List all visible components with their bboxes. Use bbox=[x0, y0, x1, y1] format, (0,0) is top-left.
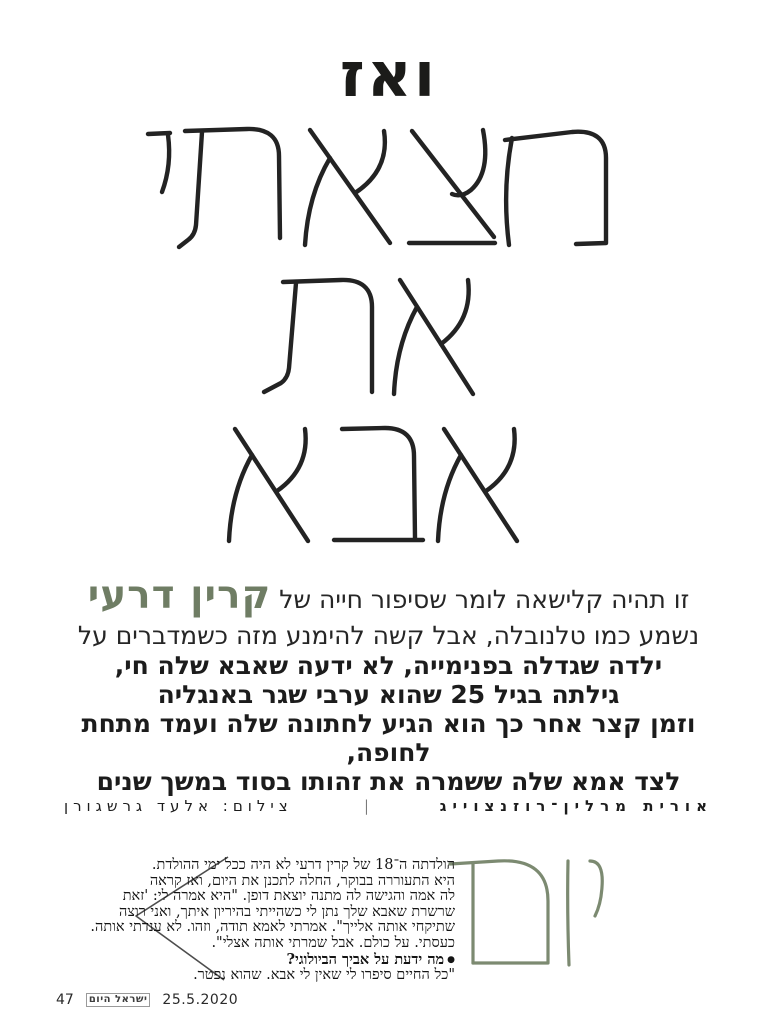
article-line: כעסתי. על כולם. אבל שמרתי אותה אצלי". bbox=[211, 934, 455, 951]
question-text: מה ידעת על אביך הביולוגי? bbox=[286, 950, 445, 968]
intro-bold-line-4: לצד אמא שלה ששמרה את זהותו בסוד במשך שנים bbox=[96, 767, 681, 796]
article-line: שתיקחי אותה אלייך". אמרתי לאמא תודה, וזהו. לא ענדתי אותה. bbox=[90, 919, 455, 936]
headline-word-3 bbox=[229, 428, 517, 541]
headline-word-1 bbox=[148, 129, 606, 247]
photo-credit: צילום: אלעד גרשגורן bbox=[64, 797, 293, 815]
article-line: הולדתה ה־18 של קרין דרעי לא היה ככל ימי ההולדת. bbox=[151, 857, 455, 873]
author-name: אורית מרלין־רוזנצוייג bbox=[439, 797, 713, 815]
article-line: היא התעוררה בבוקר, החלה לתכנן את היום, ואז קראה bbox=[149, 872, 455, 889]
article-line: לה אמה והגישה לה מתנה יוצאת דופן. "היא אמרה לי: 'זאת bbox=[122, 888, 455, 905]
issue-date: 25.5.2020 bbox=[162, 992, 239, 1008]
article-line: שרשרת שאבא שלך נתן לי כשהייתי בהיריון איתך, ואני רוצה bbox=[119, 903, 455, 920]
page-footer bbox=[56, 992, 238, 1008]
interview-question bbox=[90, 952, 455, 969]
intro-bold-line-1: ילדה שגדלה בפנימייה, לא ידעה שאבא שלה חי, bbox=[114, 651, 663, 680]
intro-line-1-text: זו תהיה קלישאה לומר שסיפור חייה של bbox=[279, 585, 690, 614]
dropword-yom bbox=[450, 861, 602, 965]
subject-name-highlight: קרין דרעי bbox=[87, 573, 272, 618]
article-body bbox=[90, 858, 455, 984]
intro-line-1 bbox=[40, 573, 737, 620]
bullet-icon: ● bbox=[447, 954, 455, 965]
page-number: 47 bbox=[56, 992, 74, 1008]
byline bbox=[64, 797, 713, 815]
headline-word-2 bbox=[264, 280, 473, 394]
intro-bold-line-3: וזמן קצר אחר כך הוא הגיע לחתונה שלה ועמד מתחת לחופה, bbox=[81, 709, 696, 767]
headline-kicker: ואז bbox=[339, 38, 438, 111]
intro-line-2: נשמע כמו טלנובלה, אבל קשה להימנע מזה כשמדברים על bbox=[77, 621, 700, 650]
byline-separator: | bbox=[363, 797, 369, 815]
article-line: "כל החיים סיפרו לי שאין לי אבא. שהוא נפטר. bbox=[193, 967, 455, 984]
intro-block bbox=[40, 573, 737, 796]
newspaper-logo: ישראל היום bbox=[86, 993, 151, 1007]
intro-bold-line-2: גילתה בגיל 25 שהוא ערבי שגר באנגליה bbox=[157, 680, 620, 709]
